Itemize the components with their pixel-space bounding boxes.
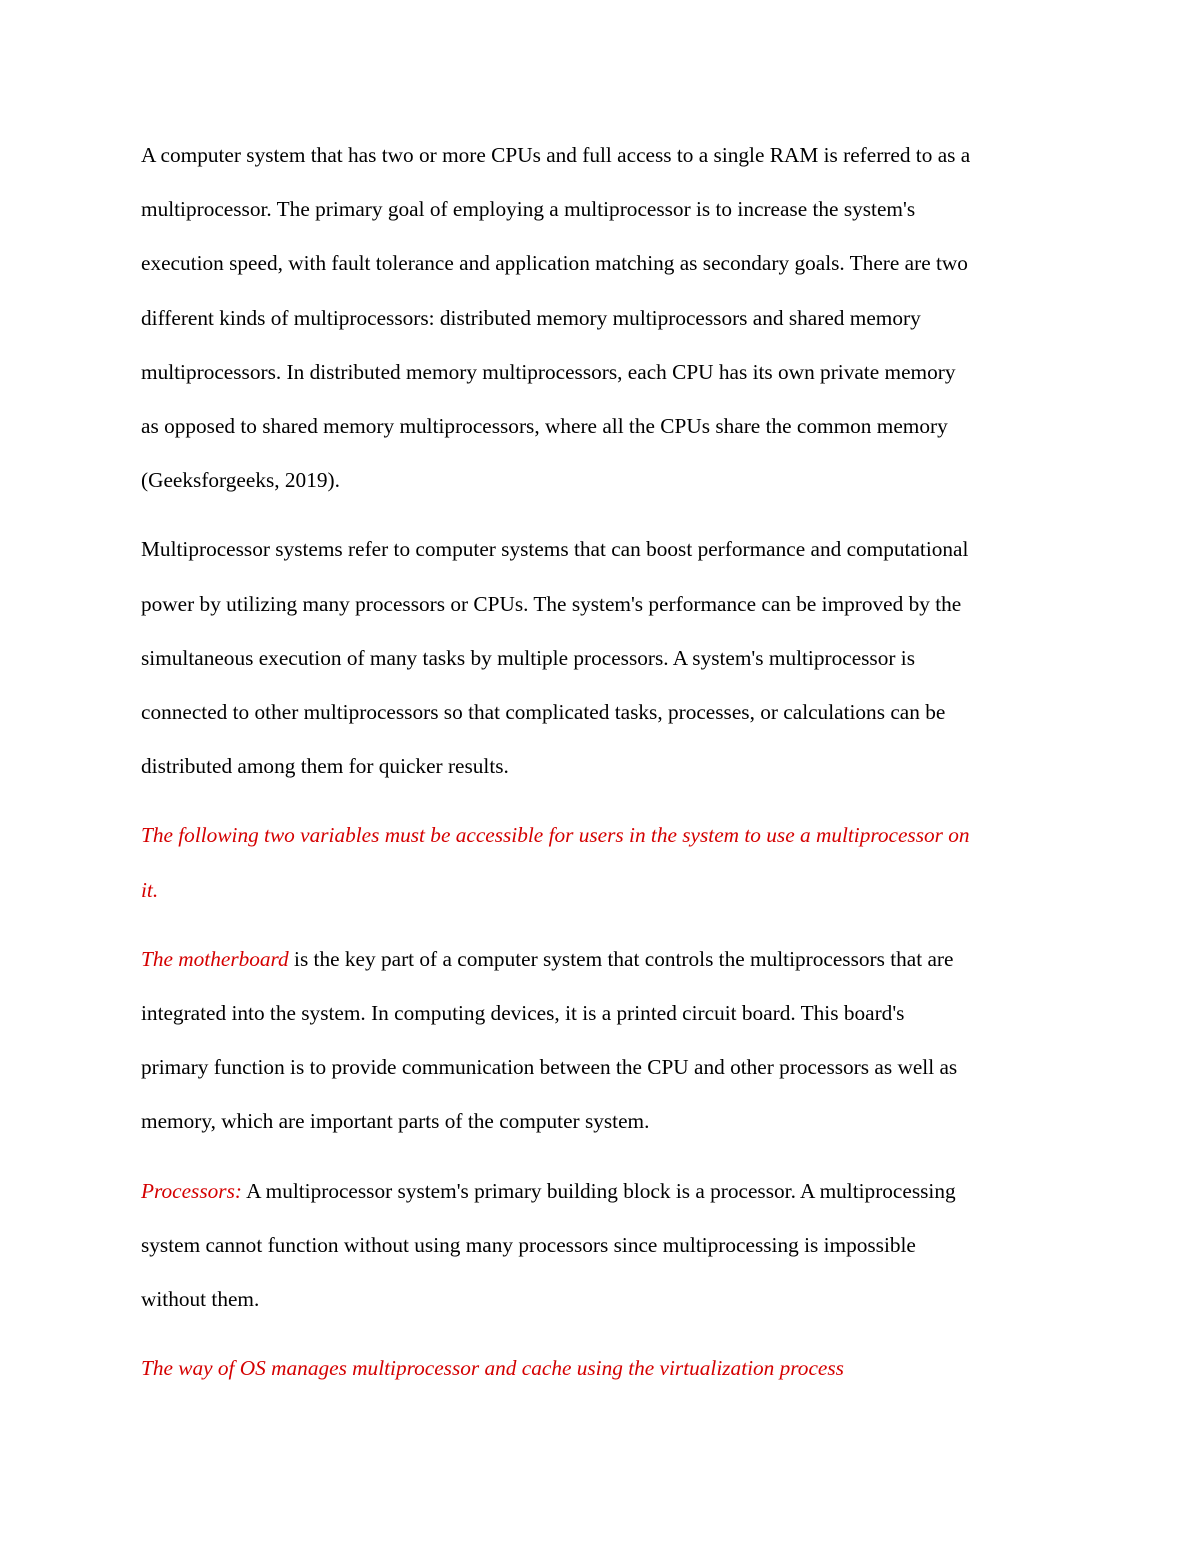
text-line: simultaneous execution of many tasks by multiple processors. A system's multiprocessor is [141, 645, 915, 670]
text-line: without them. [141, 1287, 260, 1312]
text-line: memory, which are important parts of the computer system. [141, 1109, 650, 1134]
text-span: is the key part of a computer system that controls the multiprocessors that are [288, 946, 954, 971]
text-line: connected to other multiprocessors so that complicated tasks, processes, or calculations can be [141, 700, 946, 725]
text-line [141, 932, 1061, 986]
text-line: power by utilizing many processors or CPUs. The system's performance can be improved by the [141, 591, 962, 616]
text-line: execution speed, with fault tolerance and application matching as secondary goals. There are two [141, 251, 968, 276]
text-line: multiprocessors. In distributed memory multiprocessors, each CPU has its own private memory [141, 359, 956, 384]
text-line: integrated into the system. In computing devices, it is a printed circuit board. This board's [141, 1001, 905, 1026]
text-line: system cannot function without using many processors since multiprocessing is impossible [141, 1232, 916, 1257]
text-line: (Geeksforgeeks, 2019). [141, 468, 340, 493]
paragraph-processors [141, 1164, 1061, 1327]
heading-os-virtualization [141, 1341, 1061, 1395]
text-line: distributed among them for quicker results. [141, 754, 509, 779]
term-motherboard: The motherboard [141, 946, 289, 971]
text-line: as opposed to shared memory multiprocessors, where all the CPUs share the common memory [141, 414, 948, 439]
text-line: primary function is to provide communication between the CPU and other processors as well as [141, 1055, 958, 1080]
paragraph-multiprocessor-definition [141, 128, 1061, 507]
heading-line: The way of OS manages multiprocessor and cache using the virtualization process [141, 1356, 844, 1381]
term-processors: Processors: [141, 1178, 242, 1203]
text-line: Multiprocessor systems refer to computer systems that can boost performance and computational [141, 537, 969, 562]
text-line: A computer system that has two or more CPUs and full access to a single RAM is referred to as a [141, 143, 971, 167]
heading-line: it. [141, 877, 159, 902]
text-line [141, 1164, 1061, 1218]
text-line: different kinds of multiprocessors: distributed memory multiprocessors and shared memory [141, 305, 921, 330]
document-body [141, 128, 1061, 1395]
text-line: multiprocessor. The primary goal of employing a multiprocessor is to increase the system's [141, 197, 916, 222]
heading-two-variables [141, 808, 1061, 916]
paragraph-motherboard [141, 932, 1061, 1149]
paragraph-multiprocessor-systems [141, 522, 1061, 793]
heading-line: The following two variables must be accessible for users in the system to use a multiprocessor on [141, 823, 970, 848]
text-span: A multiprocessor system's primary building block is a processor. A multiprocessing [241, 1178, 956, 1203]
